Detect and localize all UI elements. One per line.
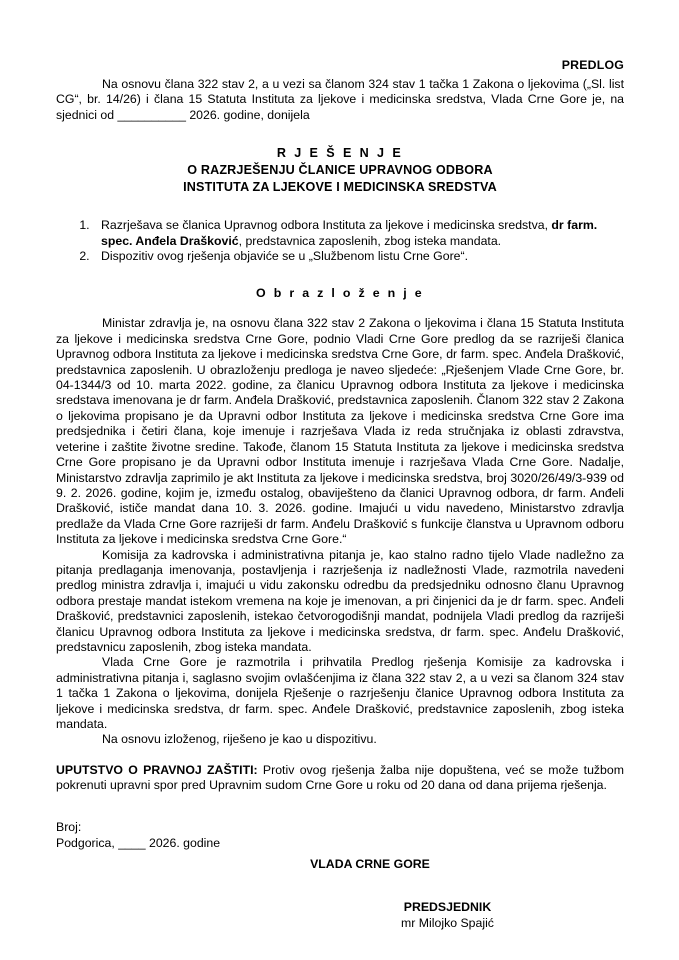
list-item [93, 249, 624, 264]
legal-remedy-text: Protiv ovog rješenja žalba nije dopuštena, već se može tužbom pokrenuti upravni spor pred Upravnim sudom Crne Gore u roku od 20 dana od dana prijema rješenja. [56, 762, 624, 793]
title-line-subject: O RAZRJEŠENJU ČLANICE UPRAVNOG ODBORA [187, 163, 493, 178]
document-type-label: PREDLOG [561, 58, 624, 72]
list-item [93, 218, 624, 249]
dispositive-list [56, 218, 624, 264]
document-title [56, 145, 624, 196]
explanation-heading: O b r a z l o ž e n j e [256, 286, 424, 301]
signatory-name: mr Milojko Spajić [401, 916, 494, 931]
dispositive-item-1-text-before: Razrješava se članica Upravnog odbora Instituta za ljekove i medicinska sredstva, [101, 218, 552, 233]
legal-remedy-label: UPUTSTVO O PRAVNOJ ZAŠTITI: [56, 762, 258, 777]
explanation-paragraph-3: Vlada Crne Gore je razmotrila i prihvatila Predlog rješenja Komisije za kadrovska i administrativna pitanja i, saglasno svojim ovlašćenjima iz člana 322 stav 2, a u vezi sa članom 324 stav 1 tačka 1 Zakona o ljekovima, donijela Rješenje o razrješenju članice Upravnog odbora Instituta za ljekove i medicinska sredstva, dr farm. spec. Anđele Drašković, predstavnice zaposlenih, zbog isteka mandata. [56, 655, 624, 731]
dispositive-item-1-person: dr farm. spec. Anđela Drašković [101, 218, 598, 248]
document-number-label: Broj: [56, 819, 82, 834]
explanation-paragraph-1: Ministar zdravlja je, na osnovu člana 322 stav 2 Zakona o ljekovima i člana 15 Statuta Instituta za ljekove i medicinska sredstva Crne Gore, podnio Vladi Crne Gore predlog da se razriješi članica Upravnog odbora Instituta za ljekove i medicinska sredstva Crne Gore, dr farm. spec. Anđela Drašković, predstavnica zaposlenih. U obrazloženju predloga je naveo sljedeće: „Rješenjem Vlade Crne Gore, br. 04-1344/3 od 10. marta 2022. godine, za članicu Upravnog odbora Instituta za ljekove i medicinska sredstava imenovana je dr farm. Anđela Drašković, predstavnica zaposlenih. Članom 322 stav 2 Zakona o ljekovima propisano je da Upravni odbor Instituta za ljekove i medicinska sredstva Crne Gore ima predsjednika i četiri člana, koje imenuje i razrješava Vlada iz reda stručnjaka iz oblasti zdravstva, veterine i zaštite životne sredine. Takođe, članom 15 Statuta Instituta za ljekove i medicinska sredstva Crne Gore propisano je da Upravni odbor Instituta imenuje i razrješava Vlada Crne Gore. Nadalje, Ministarstvo zdravlja zaprimilo je akt Instituta za ljekove i medicinska sredstva, broj 3020/26/49/3-939 od 9. 2. 2026. godine, kojim je, između ostalog, obaviješteno da članici Upravnog odbora, dr farm. Anđeli Drašković, ističe mandat dana 10. 3. 2026. godine. Imajući u vidu navedeno, Ministarstvo zdravlja predlaže da Vlada Crne Gore razriješi dr farm. Anđelu Drašković s funkcije članstva u Upravnom odboru Instituta za ljekove i medicinska sredstva Crne Gore.“ [56, 316, 624, 547]
government-name: VLADA CRNE GORE [310, 856, 430, 871]
title-line-institution: INSTITUTA ZA LJEKOVE I MEDICINSKA SREDSTVA [183, 180, 497, 195]
signature-block [271, 899, 624, 931]
title-line-rjesenje: R J E Š E N J E [276, 146, 404, 161]
place-and-date: Podgorica, ____ 2026. godine [56, 835, 221, 850]
dispositive-item-2-text: Dispozitiv ovog rješenja objaviće se u „Službenom listu Crne Gore“. [101, 249, 469, 264]
explanation-paragraph-2: Komisija za kadrovska i administrativna pitanja je, kao stalno radno tijelo Vlade nadležno za pitanja predlaganja imenovanja, postavljenja i razrješenja iz nadležnosti Vlade, razmotrila navedeni predlog ministra zdravlja i, imajući u vidu zakonsku odredbu da predsjedniku odnosno članu Upravnog odbora prestaje mandat istekom vremena na koje je imenovan, a pri činjenici da je dr farm. spec. Anđeli Drašković, predstavnici zaposlenih, istekao četvorogodišnji mandat, podnijela Vladi predlog da razriješi članicu Upravnog odbora Instituta za ljekove i medicinska sredstva, dr farm. spec. Anđelu Drašković, predstavnicu zaposlenih, zbog isteka mandata. [56, 547, 624, 654]
signatory-title: PREDSJEDNIK [403, 900, 492, 915]
dispositive-item-1-text-after: , predstavnica zaposlenih, zbog isteka mandata. [238, 233, 502, 248]
explanation-paragraph-4: Na osnovu izloženog, riješeno je kao u dispozitivu. [102, 732, 377, 747]
document-footer [56, 819, 624, 931]
footer-reference-block [56, 819, 624, 851]
legal-remedy-notice [56, 763, 624, 794]
preamble-paragraph: Na osnovu člana 322 stav 2, a u vezi sa članom 324 stav 1 tačka 1 Zakona o ljekovima („Sl. list CG“, br. 14/26) i člana 15 Statuta Instituta za ljekove i medicinska sredstva, Vlada Crne Gore je, na sjednici od __________ 2026. godine, donijela [56, 77, 624, 122]
